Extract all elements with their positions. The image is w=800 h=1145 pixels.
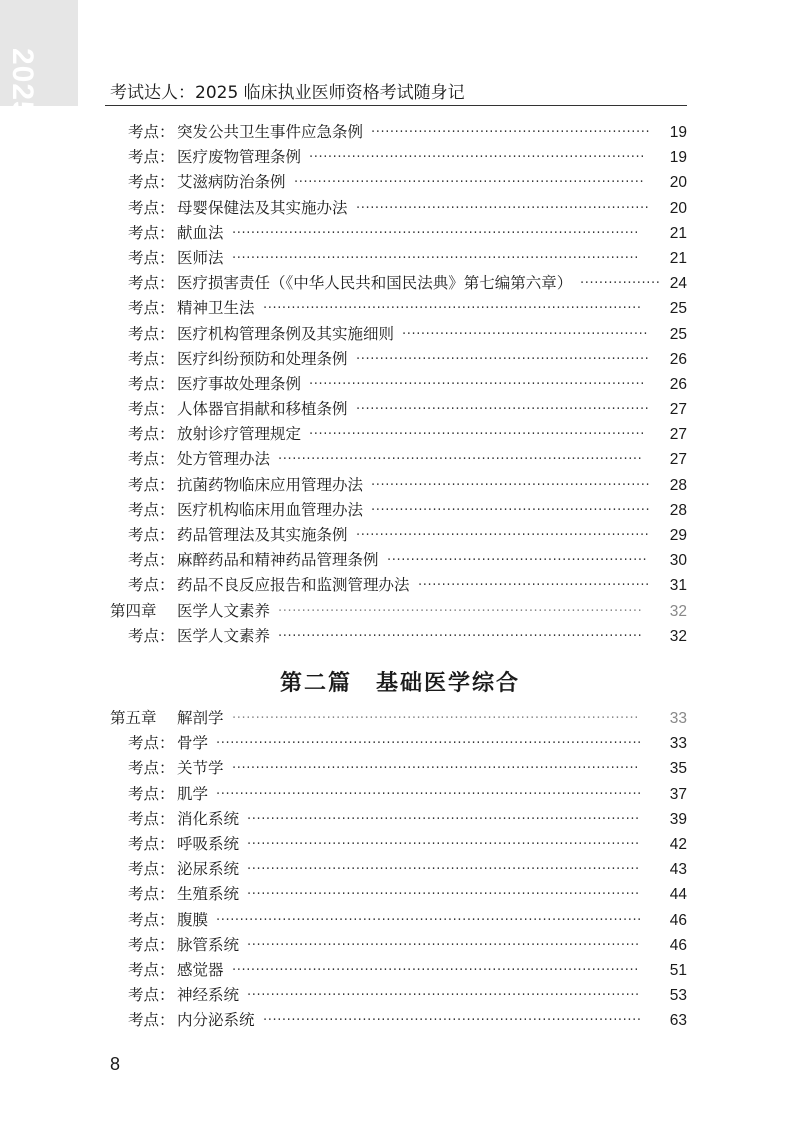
entry-title: 医疗废物管理条例	[177, 148, 302, 167]
entry-page-number: 28	[669, 476, 687, 494]
entry-label: 考点：	[128, 274, 175, 293]
entry-title: 医师法	[177, 248, 224, 267]
toc-entry[interactable]	[0, 145, 800, 170]
dot-leader: ··········································································	[294, 175, 645, 191]
entry-title: 消化系统	[177, 809, 240, 828]
dot-leader: ······················································································	[232, 250, 639, 266]
dot-leader: ······················································································	[232, 225, 639, 241]
page-number: 8	[110, 1054, 121, 1074]
toc-entry[interactable]	[0, 221, 800, 246]
entry-title: 脉管系统	[177, 935, 240, 954]
entry-page-number: 21	[669, 224, 687, 242]
part-title: 第二篇 基础医学综合	[279, 670, 520, 696]
year-tab-text: 2025	[6, 48, 39, 119]
entry-page-number: 51	[669, 961, 687, 979]
toc-entry[interactable]	[0, 397, 800, 422]
toc-entry[interactable]	[0, 807, 800, 832]
entry-title: 医学人文素养	[177, 626, 271, 645]
entry-title: 肌学	[177, 784, 209, 803]
entry-title: 艾滋病防治条例	[177, 173, 286, 192]
entry-page-number: 39	[669, 810, 687, 828]
toc-entry[interactable]	[0, 908, 800, 933]
toc-block-part1	[0, 120, 800, 649]
entry-label: 考点：	[128, 784, 175, 803]
entry-label: 考点：	[128, 734, 175, 753]
toc-entry[interactable]	[0, 983, 800, 1008]
entry-title: 感觉器	[177, 960, 224, 979]
toc-entry[interactable]	[0, 473, 800, 498]
entry-title: 抗菌药物临床应用管理办法	[177, 475, 364, 494]
dot-leader: ·······································································	[309, 427, 645, 443]
entry-label: 考点：	[128, 809, 175, 828]
entry-label: 考点：	[128, 960, 175, 979]
toc-entry[interactable]	[0, 882, 800, 907]
entry-page-number: 27	[669, 426, 687, 444]
toc-entry[interactable]	[0, 120, 800, 145]
toc-entry[interactable]	[0, 782, 800, 807]
dot-leader: ··························································································	[216, 786, 642, 802]
running-header: 考试达人：2025 临床执业医师资格考试随身记	[110, 83, 465, 103]
entry-title: 呼吸系统	[177, 834, 240, 853]
toc-entry[interactable]	[0, 246, 800, 271]
dot-leader: ······················································································	[232, 761, 639, 777]
dot-leader: ·············································································	[278, 603, 643, 619]
entry-label: 考点：	[128, 400, 175, 419]
toc-entry[interactable]	[0, 372, 800, 397]
entry-title: 医学人文素养	[177, 601, 271, 620]
entry-label: 考点：	[128, 173, 175, 192]
entry-title: 泌尿系统	[177, 860, 240, 879]
entry-title: 处方管理办法	[177, 450, 271, 469]
dot-leader: ······························································	[356, 200, 650, 216]
entry-label: 考点：	[128, 248, 175, 267]
entry-page-number: 63	[669, 1012, 687, 1030]
dot-leader: ···················································································	[247, 862, 640, 878]
entry-page-number: 30	[669, 552, 687, 570]
dot-leader: ················································································	[263, 301, 642, 317]
toc-entry[interactable]	[0, 548, 800, 573]
entry-page-number: 31	[669, 577, 687, 595]
toc-entry[interactable]	[0, 498, 800, 523]
entry-label: 考点：	[128, 935, 175, 954]
entry-label: 考点：	[128, 551, 175, 570]
entry-label: 考点：	[128, 576, 175, 595]
toc-entry[interactable]	[0, 624, 800, 649]
toc-block-part2	[0, 706, 800, 1033]
entry-title: 医疗事故处理条例	[177, 374, 302, 393]
dot-leader: ···················································································	[247, 887, 640, 903]
entry-page-number: 35	[669, 760, 687, 778]
dot-leader: ·················································	[418, 578, 650, 594]
header-rule	[105, 105, 687, 106]
entry-page-number: 25	[669, 300, 687, 318]
dot-leader: ······························································	[356, 402, 650, 418]
dot-leader: ······················································································	[232, 711, 639, 726]
toc-chapter-entry[interactable]	[0, 599, 800, 624]
entry-title: 献血法	[177, 223, 224, 242]
toc-entry[interactable]	[0, 322, 800, 347]
toc-entry[interactable]	[0, 523, 800, 548]
dot-leader: ···························································	[371, 477, 651, 493]
entry-page-number: 42	[669, 835, 687, 853]
dot-leader: ·············································································	[278, 628, 643, 644]
entry-page-number: 28	[669, 501, 687, 519]
entry-title: 解剖学	[177, 709, 224, 727]
entry-title: 生殖系统	[177, 885, 240, 904]
dot-leader: ····················································	[402, 326, 649, 342]
dot-leader: ··························································································	[216, 736, 642, 752]
entry-page-number: 27	[669, 451, 687, 469]
entry-title: 骨学	[177, 734, 209, 753]
entry-page-number: 26	[669, 375, 687, 393]
entry-page-number: 27	[669, 401, 687, 419]
year-tab	[0, 0, 78, 119]
entry-title: 医疗纠纷预防和处理条例	[177, 349, 348, 368]
toc-entry[interactable]	[0, 731, 800, 756]
toc-entry[interactable]	[0, 756, 800, 781]
dot-leader: ···························································	[371, 125, 651, 140]
entry-label: 考点：	[128, 324, 175, 343]
dot-leader: ······················································································	[232, 962, 639, 978]
entry-page-number: 32	[669, 602, 687, 620]
toc-entry[interactable]	[0, 832, 800, 857]
entry-title: 放射诊疗管理规定	[177, 425, 302, 444]
entry-title: 神经系统	[177, 986, 240, 1005]
dot-leader: ···················································································	[247, 937, 640, 953]
toc-entry[interactable]	[0, 933, 800, 958]
chapter-label: 第五章	[110, 709, 157, 727]
entry-label: 考点：	[128, 834, 175, 853]
entry-label: 考点：	[128, 759, 175, 778]
entry-label: 考点：	[128, 475, 175, 494]
toc-entry[interactable]	[0, 1008, 800, 1033]
entry-page-number: 33	[669, 735, 687, 753]
entry-page-number: 53	[669, 987, 687, 1005]
entry-title: 精神卫生法	[177, 299, 255, 318]
entry-label: 考点：	[128, 374, 175, 393]
toc-entry[interactable]	[0, 958, 800, 983]
dot-leader: ·················	[580, 276, 661, 292]
entry-label: 考点：	[128, 198, 175, 217]
dot-leader: ···················································································	[247, 988, 640, 1004]
entry-label: 考点：	[128, 123, 175, 141]
entry-page-number: 44	[669, 886, 687, 904]
dot-leader: ················································································	[263, 1013, 642, 1029]
dot-leader: ······························································	[356, 351, 650, 367]
entry-title: 内分泌系统	[177, 1011, 255, 1030]
entry-label: 考点：	[128, 860, 175, 879]
entry-page-number: 24	[669, 275, 687, 293]
entry-title: 关节学	[177, 759, 224, 778]
dot-leader: ··························································································	[216, 912, 642, 928]
toc-entry[interactable]	[0, 347, 800, 372]
entry-label: 考点：	[128, 986, 175, 1005]
entry-page-number: 21	[669, 249, 687, 267]
entry-title: 医疗损害责任（《中华人民共和国民法典》第七编第六章）	[177, 274, 573, 293]
entry-page-number: 32	[669, 627, 687, 645]
toc-entry[interactable]	[0, 196, 800, 221]
entry-label: 考点：	[128, 910, 175, 929]
entry-page-number: 43	[669, 861, 687, 879]
entry-title: 腹膜	[177, 910, 209, 929]
toc-entry[interactable]	[0, 857, 800, 882]
dot-leader: ·············································································	[278, 452, 643, 468]
entry-label: 考点：	[128, 526, 175, 544]
toc-entry[interactable]	[0, 271, 800, 296]
entry-label: 考点：	[128, 1011, 175, 1030]
entry-label: 考点：	[128, 450, 175, 469]
toc-chapter-entry[interactable]	[0, 706, 800, 731]
entry-title: 人体器官捐献和移植条例	[177, 400, 348, 419]
entry-label: 考点：	[128, 299, 175, 318]
chapter-label: 第四章	[110, 601, 157, 620]
dot-leader: ···························································	[371, 502, 651, 518]
entry-label: 考点：	[128, 885, 175, 904]
entry-page-number: 19	[669, 149, 687, 167]
entry-page-number: 33	[669, 710, 687, 727]
entry-label: 考点：	[128, 349, 175, 368]
entry-title: 麻醉药品和精神药品管理条例	[177, 551, 379, 570]
entry-page-number: 26	[669, 350, 687, 368]
entry-title: 药品不良反应报告和监测管理办法	[177, 576, 410, 595]
dot-leader: ·······································································	[309, 376, 645, 392]
entry-page-number: 20	[669, 174, 687, 192]
entry-label: 考点：	[128, 148, 175, 167]
dot-leader: ······························································	[356, 528, 650, 543]
entry-page-number: 46	[669, 936, 687, 954]
entry-page-number: 37	[669, 785, 687, 803]
entry-title: 药品管理法及其实施条例	[177, 526, 348, 544]
dot-leader: ···················································································	[247, 836, 640, 852]
entry-page-number: 20	[669, 199, 687, 217]
entry-title: 母婴保健法及其实施办法	[177, 198, 348, 217]
entry-page-number: 25	[669, 325, 687, 343]
entry-page-number: 19	[669, 124, 687, 141]
toc-entry[interactable]	[0, 447, 800, 472]
entry-title: 突发公共卫生事件应急条例	[177, 123, 364, 141]
entry-label: 考点：	[128, 223, 175, 242]
entry-title: 医疗机构管理条例及其实施细则	[177, 324, 395, 343]
dot-leader: ·······················································	[387, 553, 648, 569]
toc-entry[interactable]	[0, 422, 800, 447]
entry-label: 考点：	[128, 500, 175, 519]
entry-label: 考点：	[128, 425, 175, 444]
toc-entry[interactable]	[0, 296, 800, 321]
toc-entry[interactable]	[0, 170, 800, 195]
dot-leader: ···················································································	[247, 811, 640, 827]
entry-page-number: 29	[669, 527, 687, 544]
entry-title: 医疗机构临床用血管理办法	[177, 500, 364, 519]
entry-page-number: 46	[669, 911, 687, 929]
entry-label: 考点：	[128, 626, 175, 645]
toc-entry[interactable]	[0, 573, 800, 598]
dot-leader: ·······································································	[309, 150, 645, 166]
